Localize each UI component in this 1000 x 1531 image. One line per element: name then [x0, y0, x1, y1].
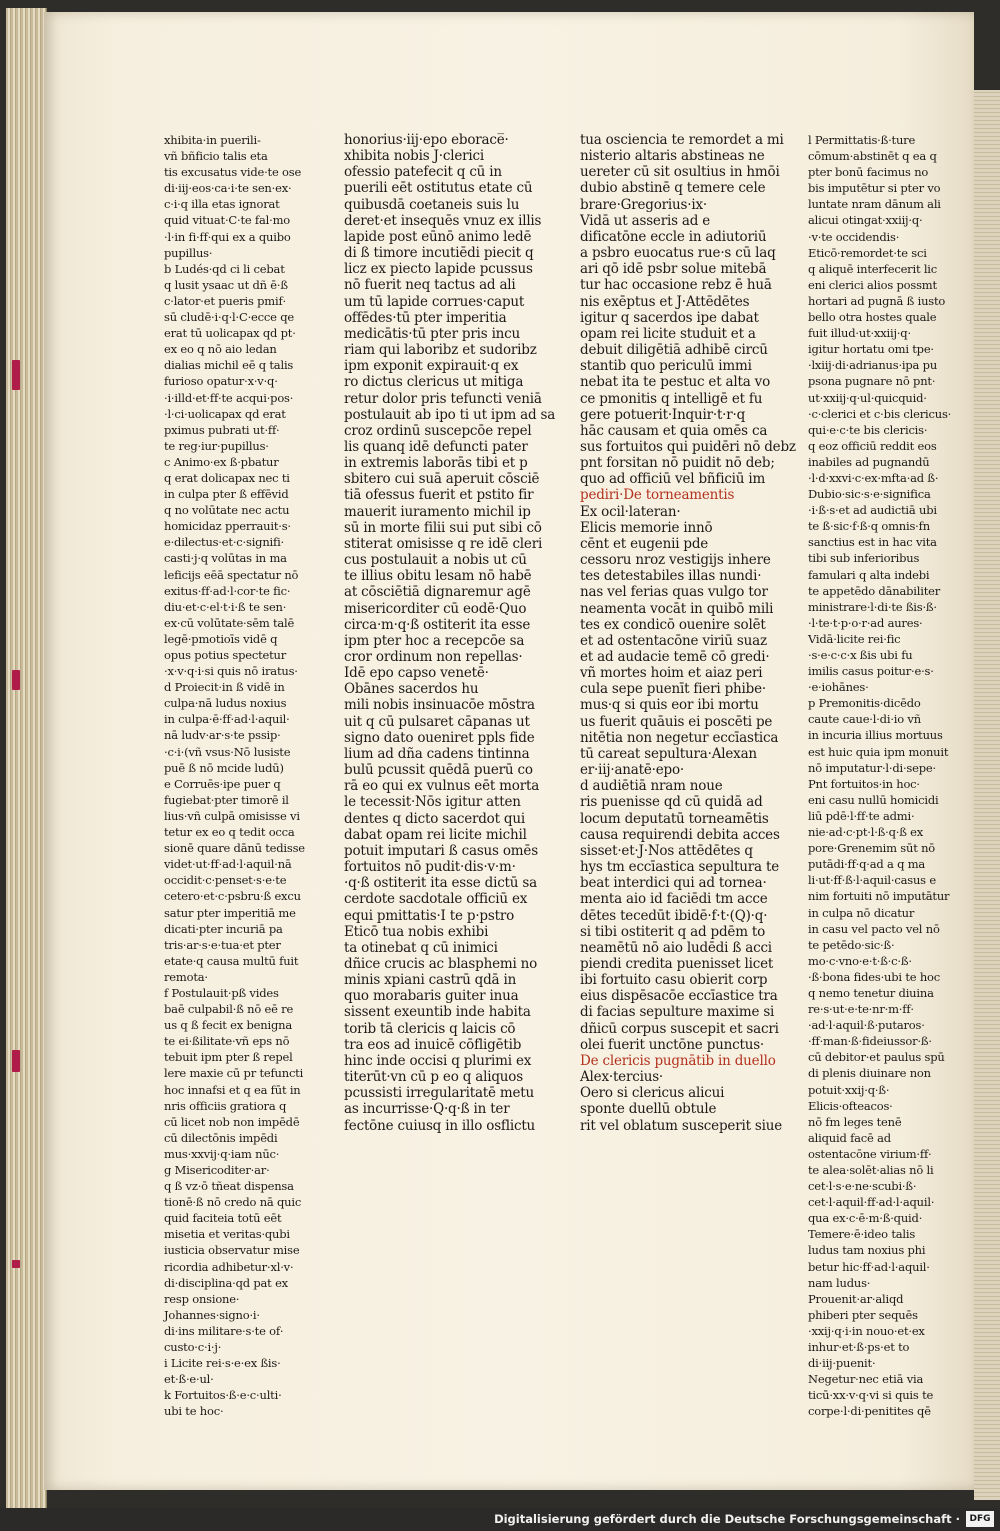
text-line: olei fuerit unctōne punctus·: [580, 1036, 765, 1053]
text-line: nitētia non negetur eccīastica: [580, 729, 779, 746]
text-line: tetur ex eo q tedit occa: [164, 825, 295, 840]
text-line: Ex ocil·lateran·: [580, 503, 681, 520]
text-line: sus fortuitos qui puidēri nō debz: [580, 438, 796, 455]
text-line: at cōsciētiā dignaremur agē: [344, 584, 531, 601]
gloss-column-right: [808, 132, 952, 1420]
text-line: hinc inde occisi q plurimi ex: [344, 1052, 532, 1069]
text-line: mauerit iuramento michil ip: [344, 503, 531, 520]
text-line: corpe·l·di·penitites qē: [808, 1404, 931, 1419]
text-line: menta aio id faciēdi tm acce: [580, 891, 768, 908]
text-line: ticū·xx·v·q·vi si quis te: [808, 1388, 934, 1403]
text-line: opam rei licite studuit et a: [580, 325, 756, 342]
text-line: neamenta vocāt in quibō mili: [580, 600, 774, 617]
text-line: circa·m·q·ß ostiterit ita esse: [344, 616, 531, 633]
text-line: Idē epo capso venetē·: [344, 665, 489, 682]
text-line: ipm exponit expirauit·q ex: [344, 358, 519, 375]
text-line: ex·cū volūtate·sēm talē: [164, 615, 295, 630]
book-right-edge: [974, 90, 1000, 1500]
text-line: tur hac occasione rebz ē huā: [580, 277, 772, 294]
book-fore-edge: [6, 8, 47, 1508]
text-line: di·ins militare·s·te of·: [164, 1323, 284, 1338]
text-line: brare·Gregorius·ix·: [580, 196, 707, 213]
text-line: puē ß nō mcide ludū): [164, 760, 284, 775]
text-line: pore·Grenemim sūt nō: [808, 841, 936, 856]
text-line: us q ß fecit ex benigna: [164, 1018, 292, 1033]
text-line: misericorditer cū eodē·Quo: [344, 600, 527, 617]
text-line: cōmum·abstinēt q ea q: [808, 149, 937, 164]
text-line: potuit imputari ß casus omēs: [344, 842, 538, 859]
text-line: ce pmonitis q intelligē et fu: [580, 390, 763, 407]
text-line: signo dato oueniret ppls fide: [344, 729, 535, 746]
text-line: ·l·ci·uolicapax qd erat: [164, 406, 286, 421]
text-line: cet·l·aquil·ff·ad·l·aquil·: [808, 1195, 935, 1210]
text-line: nis exēptus et J·Attēdētes: [580, 293, 750, 310]
text-line: Prouenit·ar·aliqd: [808, 1291, 904, 1306]
text-line: cū dilectōnis impēdi: [164, 1130, 278, 1145]
text-line: quid vituat·C·te fal·mo: [164, 213, 291, 228]
text-line: fortuitos nō pudit·dis·v·m·: [344, 859, 516, 876]
text-line: ministrare·l·di·te ßis·ß·: [808, 599, 937, 614]
text-line: Negetur·nec etiā via: [808, 1372, 924, 1387]
text-line: cror ordinum non repellas·: [344, 649, 523, 665]
text-line: igitur hortatu omi tpe·: [808, 342, 934, 357]
text-line: d audiētiā nram noue: [580, 778, 723, 795]
page-tab-marker: [12, 1260, 20, 1268]
text-line: culpa·nā ludus noxius: [164, 696, 287, 711]
text-line: si tibi ostiterit q ad pdēm to: [580, 923, 766, 940]
text-line: nie·ad·c·pt·l·ß·q·ß ex: [808, 825, 924, 840]
text-line: exitus·ff·ad·l·cor·te fic·: [164, 583, 291, 598]
text-line: bis imputētur si pter vo: [808, 181, 941, 196]
text-line: honorius·iij·epo eborace̅·: [344, 132, 509, 148]
text-line: q lusit ysaac ut dñ ē·ß: [164, 277, 288, 292]
text-line: pter bonū facimus no: [808, 165, 929, 180]
text-line: sisset·et·J·Nos attēdētes q: [580, 842, 753, 859]
text-line: ·l·te·t·p·o·r·ad aures·: [808, 615, 923, 630]
text-line: uit q cū pulsaret cāpanas ut: [344, 713, 530, 730]
text-line: e Corruēs·ipe puer q: [164, 776, 281, 791]
text-line: phiberi pter sequēs: [808, 1307, 918, 1322]
text-line: Pnt fortuitos·in hoc·: [808, 776, 920, 791]
text-line: imilis casus poitur·e·s·: [808, 664, 934, 679]
text-line: lius·vñ culpā omisisse vi: [164, 808, 300, 823]
text-line: nas vel ferias quas vulgo tor: [580, 584, 768, 601]
text-line: cessoru nroz vestigijs inhere: [580, 552, 771, 569]
text-line: ex eo q nō aio ledan: [164, 342, 277, 357]
text-line: ut·xxiij·q·ul·quicquid·: [808, 390, 927, 405]
page-tab-marker: [12, 670, 20, 690]
text-line: bello otra hostes quale: [808, 310, 937, 325]
text-line: eius dispēsacōe eccīastice tra: [580, 988, 778, 1005]
text-line: rā eo qui ex vulnus eēt morta: [344, 778, 540, 795]
text-line: remota·: [164, 969, 208, 984]
text-line: um tū lapide corrues·caput: [344, 293, 525, 310]
text-line: tionē·ß nō credo nā quic: [164, 1195, 302, 1210]
text-line: in culpa·ē·ff·ad·l·aquil·: [164, 712, 290, 727]
text-line: q ß vz·ō tñeat dispensa: [164, 1179, 294, 1194]
text-line: ·q·ß ostiterit ita esse dictū sa: [344, 875, 537, 892]
text-line: le tecessit·Nōs igitur atten: [344, 794, 521, 811]
text-line: liū pdē·l·ff·te admi·: [808, 808, 915, 823]
text-line: e·dilectus·et·c·signifi·: [164, 535, 285, 550]
text-line: stantib quo periculū immi: [580, 358, 752, 375]
text-line: occidit·c·penset·s·e·te: [164, 873, 287, 888]
text-line: quo morabaris guiter inua: [344, 988, 519, 1005]
text-line: c·lator·et pueris pmif·: [164, 293, 286, 308]
text-line: postulauit ab ipo ti ut ipm ad sa: [344, 406, 556, 423]
text-line: aliquid facē ad: [808, 1130, 891, 1145]
text-line: ·c·clerici et c·bis clericus·: [808, 406, 952, 421]
text-line: nebat ita te pestuc et alta vo: [580, 374, 771, 391]
text-line: cū debitor·et paulus spū: [808, 1050, 945, 1065]
text-line: deret·et insequēs vnuz ex illis: [344, 212, 542, 229]
text-line: ·l·in fi·ff·qui ex a quibo: [164, 229, 291, 244]
text-line: ubi te hoc·: [164, 1404, 224, 1419]
text-line: as incurrisse·Q·q·ß in ter: [344, 1101, 510, 1118]
text-line: cēnt et eugenii pde: [580, 535, 709, 552]
text-line: mus·xxvij·q·iam nūc·: [164, 1146, 280, 1161]
text-line: nō fm leges tenē: [808, 1114, 902, 1129]
page-tab-marker: [12, 1050, 20, 1072]
text-line: famulari q alta indebi: [808, 567, 930, 582]
text-line: nam ludus·: [808, 1275, 871, 1290]
text-line: nō fuerit neq tactus ad ali: [344, 277, 516, 294]
text-line: quibusdā coetaneis suis lu: [344, 196, 520, 213]
text-line: c·i·q illa etas ignorat: [164, 197, 280, 212]
text-line: lis quanq idē defuncti pater: [344, 438, 528, 455]
text-line: gere potuerit·Inquir·t·r·q: [580, 406, 746, 423]
text-line: cū licet nob non impēdē: [164, 1114, 300, 1129]
text-line: titerūt·vn cū p eo q aliquos: [344, 1069, 523, 1086]
text-line: l Permittatis·ß·ture: [808, 133, 916, 147]
text-line: tebuit ipm pter ß repel: [164, 1050, 293, 1065]
text-line: betur hic·ff·ad·l·aquil·: [808, 1259, 930, 1274]
text-line: ·x·v·q·i·si quis nō iratus·: [164, 664, 298, 679]
text-line: opus potius spectetur: [164, 648, 287, 662]
text-line: diu·et·c·el·t·i·ß te sen·: [164, 599, 287, 614]
text-line: dñicū corpus suscepit et sacri: [580, 1020, 779, 1037]
text-line: nisterio altaris abstineas ne: [580, 148, 765, 165]
text-line: dētes tecedūt ibidē·f·t·(Q)·q·: [580, 907, 768, 924]
text-line: di·iij·puenit·: [808, 1356, 876, 1371]
text-line: dicati·pter incuriā pa: [164, 921, 283, 936]
text-line: tris·ar·s·e·tua·et pter: [164, 937, 281, 952]
text-column-left: [344, 132, 556, 1134]
text-line: riam qui laboribz et sudoribz: [344, 342, 537, 359]
text-line: te appetēdo dānabiliter: [808, 583, 941, 598]
text-line: debuit diligētiā adhibē circū: [580, 342, 768, 359]
dfg-logo: DFG: [966, 1511, 994, 1527]
text-line: Elicis·ofteacos·: [808, 1098, 893, 1113]
text-line: q erat dolicapax nec ti: [164, 470, 290, 485]
text-line: beat interdici qui ad tornea·: [580, 875, 767, 892]
text-line: et ad ostentacōne viriū suaz: [580, 632, 767, 649]
text-line: nā ludv·ar·s·te pssip·: [164, 728, 281, 743]
text-line: tes detestabiles illas nundi·: [580, 568, 762, 585]
text-line: dentes q dicto sacerdot qui: [344, 810, 525, 827]
text-line: di ß timore incutiēdi piecit q: [344, 245, 534, 262]
text-line: psona pugnare nō pnt·: [808, 374, 936, 389]
text-line: etate·q causa multū fuit: [164, 953, 299, 968]
text-line: lium ad dña cadens tintinna: [344, 745, 530, 762]
text-line: Eticō tua nobis exhibi: [344, 923, 489, 940]
text-line: dialias michil eē q talis: [164, 358, 294, 373]
text-line: te petēdo·sic·ß·: [808, 937, 895, 952]
digitization-footer: [0, 1508, 1000, 1531]
text-line: p Premonitis·dicēdo: [808, 696, 921, 711]
text-line: locum deputatū torneamētis: [580, 810, 769, 827]
text-line: ricordia adhibetur·xl·v·: [164, 1259, 294, 1274]
text-line: furioso opatur·x·v·q·: [164, 374, 278, 389]
text-line: legē·pmotioīs vidē q: [164, 631, 278, 646]
text-line: nō imputatur·l·di·sepe·: [808, 760, 936, 775]
text-line: te illius obitu lesam nō habē: [344, 568, 532, 585]
text-line: pnt forsitan nō puidit nō deb;: [580, 455, 775, 472]
text-line: uereter cū sit osultius in hmōi: [580, 164, 780, 181]
text-line: caute caue·l·di·io vñ: [808, 712, 921, 727]
text-line: ·v·te occidendis·: [808, 229, 900, 244]
text-line: di plenis diuinare non: [808, 1066, 931, 1081]
text-line: casti·j·q volūtas in ma: [164, 551, 287, 566]
text-line: sū cludē·i·q·l·C·ecce qe: [164, 310, 294, 325]
text-line: ris puenisse qd cū quidā ad: [580, 794, 763, 811]
text-line: cus postulauit a nobis ut cū: [344, 552, 527, 569]
text-column-right: [580, 132, 796, 1134]
text-line: in incuria illius mortuus: [808, 728, 943, 743]
text-line: causa requirendi debita acces: [580, 826, 780, 843]
text-line: quo ad officiū vel bñficiū im: [580, 471, 766, 488]
text-line: equi pmittatis·I te p·pstro: [344, 907, 514, 924]
text-line: et ad audacie temē cō gredi·: [580, 649, 770, 665]
text-line: ro dictus clericus ut mitiga: [344, 374, 524, 391]
text-line: li·ut·ff·ß·l·aquil·casus e: [808, 873, 936, 888]
text-line: dñice crucis ac blasphemi no: [344, 955, 538, 972]
text-line: lapide post eūnō animo ledē: [344, 228, 532, 245]
text-line: te ß·sic·f·ß·q omnis·fn: [808, 519, 930, 534]
text-line: baē culpabil·ß nō eē re: [164, 1002, 294, 1017]
text-line: tibi sub inferioribus: [808, 551, 920, 566]
text-line: fectōne cuiusq in illo osflictu: [344, 1117, 536, 1134]
text-line: us fuerit quāuis ei poscēti pe: [580, 713, 773, 730]
text-line: alicui otingat·xxiij·q·: [808, 213, 923, 228]
text-line: re·s·ut·e·te·nr·m·ff·: [808, 1002, 914, 1017]
text-line: sanctius est in hac vita: [808, 535, 937, 550]
text-line: inabiles ad pugnandū: [808, 454, 930, 469]
text-line: pupillus·: [164, 245, 213, 260]
text-line: f Postulauit·pß vides: [164, 985, 279, 1000]
text-line: minis xpiani castrū qdā in: [344, 972, 517, 989]
text-line: ·i·ß·s·et ad audictiā ubi: [808, 503, 937, 518]
text-line: tiā ofessus fuerit et pstito fir: [344, 487, 534, 504]
text-line: qua ex·c·ē·m·ß·quid·: [808, 1211, 923, 1226]
text-line: hoc innafsi et q ea fūt in: [164, 1082, 301, 1097]
text-line: tua osciencia te remordet a mi: [580, 132, 784, 148]
text-line: piendi credita puenisset licet: [580, 955, 774, 972]
text-line: in culpa pter ß effēvid: [164, 487, 289, 502]
text-line: leficijs eēā spectatur nō: [164, 567, 299, 582]
text-line: ·l·d·xxvi·c·ex·mfta·ad ß·: [808, 470, 939, 485]
text-line: Dubio·sic·s·e·significa: [808, 487, 931, 502]
text-line: xhibita nobis J·clerici: [344, 148, 484, 165]
text-line: ari qō idē psbr solue mitebā: [580, 261, 767, 278]
text-line: croz ordinū suscepcōe repel: [344, 422, 532, 439]
text-line: di facias sepulture maxime si: [580, 1004, 775, 1021]
text-line: ·lxiij·di·adrianus·ipa pu: [808, 358, 938, 373]
text-line: sissent exeuntib inde habita: [344, 1004, 531, 1021]
text-line: di·disciplina·qd pat ex: [164, 1275, 288, 1290]
text-line: te reg·iur·pupillus·: [164, 438, 269, 453]
text-line: rit vel oblatum susceperit siue: [580, 1117, 783, 1134]
text-line: hys tm eccīastica sepultura te: [580, 859, 780, 876]
text-line: torib tā clericis q laicis cō: [344, 1020, 516, 1037]
text-line: tis excusatus vide·te ose: [164, 165, 302, 180]
text-line: Vidā ut asseris ad e: [580, 212, 711, 229]
text-line: in casu vel pacto vel nō: [808, 921, 940, 936]
text-line: misetia et veritas·qubi: [164, 1227, 290, 1242]
text-line: a psbro euocatus rue·s cū laq: [580, 245, 776, 262]
text-line: er·iij·anatē·epo·: [580, 762, 684, 779]
text-line: ibi fortuito casu obierit corp: [580, 972, 768, 989]
text-line: sbitero cui suā aperuit cōsciē: [344, 471, 540, 488]
text-line: fugiebat·pter timorē il: [164, 792, 289, 807]
text-line: licz ex piecto lapide pcussus: [344, 261, 533, 278]
text-line: fuit illud·ut·xxiij·q·: [808, 326, 911, 341]
text-line: sū in morte filii sui put sibi cō: [344, 519, 542, 536]
text-line: Alex·tercius·: [580, 1069, 664, 1086]
text-line: tes ex condicō ouenire solēt: [580, 616, 766, 633]
text-line: di·iij·eos·ca·i·te sen·ex·: [164, 181, 292, 196]
text-line: Vidā·licite rei·fic: [808, 631, 901, 646]
text-line: est huic quia ipm monuit: [808, 744, 949, 759]
text-line: sponte duellū obtule: [580, 1101, 717, 1118]
text-line: igitur q sacerdos ipe dabat: [580, 309, 759, 326]
text-line: nim fortuiti nō imputātur: [808, 889, 950, 904]
text-line: pediri·De torneamentis: [580, 487, 735, 504]
text-line: tū careat sepultura·Alexan: [580, 745, 757, 762]
text-line: ipm pter hoc a recepcōe sa: [344, 632, 525, 649]
text-line: cetero·et·c·psbru·ß excu: [164, 889, 301, 904]
text-line: neamētū nō aio ludēdi ß acci: [580, 939, 772, 956]
text-line: cerdote sacdotale officiū ex: [344, 891, 528, 908]
text-line: mili nobis insinuacōe mōstra: [344, 697, 535, 714]
text-line: c Animo·ex ß·pbatur: [164, 454, 279, 469]
text-line: Temere·ē·ideo talis: [808, 1227, 916, 1242]
text-line: q eoz officiū reddit eos: [808, 438, 937, 453]
text-line: luntate nram dānum ali: [808, 197, 941, 212]
text-line: iusticia observatur mise: [164, 1243, 300, 1258]
text-line: Oero si clericus alicui: [580, 1085, 725, 1102]
text-line: tra eos ad inuicē cōfligētib: [344, 1036, 522, 1053]
text-line: putādi·ff·q·ad a q ma: [808, 857, 926, 872]
text-line: Obānes sacerdos hu: [344, 681, 479, 698]
text-line: mo·c·vno·e·t·ß·c·ß·: [808, 953, 912, 968]
text-line: pximus pubrati ut·ff·: [164, 422, 280, 437]
gloss-column-left: [164, 132, 305, 1420]
text-line: lere maxie cū pr tefuncti: [164, 1066, 304, 1081]
text-line: medicātis·tū pter pris incu: [344, 325, 521, 342]
text-line: ·e·iohānes·: [808, 680, 869, 695]
text-line: ·i·illd·et·ff·te acqui·pos·: [164, 390, 294, 405]
text-line: quid faciteia totū eēt: [164, 1211, 282, 1226]
text-line: dabat opam rei licite michil: [344, 826, 527, 843]
text-line: ·ff·man·ß·fideiussor·ß·: [808, 1034, 932, 1049]
text-line: b Ludés·qd ci li cebat: [164, 261, 285, 276]
text-line: dubio abstinē q temere cele: [580, 180, 766, 197]
text-line: vñ bñficio talis eta: [164, 149, 268, 164]
text-line: ·xxij·q·i·in nouo·et·ex: [808, 1323, 925, 1338]
text-line: dificatōne eccle in adiutoriū: [580, 228, 767, 245]
text-line: cula sepe puenīt fieri phibe·: [580, 681, 766, 698]
text-line: te ei·ßilitate·vñ eps nō: [164, 1034, 290, 1049]
text-line: potuit·xxij·q·ß·: [808, 1082, 890, 1097]
page-tab-marker: [12, 360, 20, 390]
text-line: puerili eēt ostitutus etate cū: [344, 180, 533, 197]
text-line: g Misericoditer·ar·: [164, 1163, 270, 1177]
text-line: ludus tam noxius phi: [808, 1243, 926, 1258]
text-line: offēdes·tū pter imperitia: [344, 309, 507, 326]
text-line: satur pter imperitiā me: [164, 905, 296, 920]
text-line: homicidaz pperrauit·s·: [164, 519, 291, 534]
text-line: mus·q si quis eor ibi mortu: [580, 697, 759, 714]
text-line: xhibita·in puerili-: [164, 133, 261, 147]
text-line: vñ mortes hoim et aiaz peri: [580, 665, 763, 682]
text-line: custo·c·i·j·: [164, 1340, 222, 1355]
text-line: q no volūtate nec actu: [164, 503, 290, 518]
text-line: cet·l·s·e·ne·scubi·ß·: [808, 1179, 917, 1194]
text-line: stiterat omisisse q re idē cleri: [344, 535, 543, 552]
text-line: videt·ut·ff·ad·l·aquil·nā: [164, 857, 292, 872]
text-line: retur dolor pris tefuncti veniā: [344, 390, 542, 407]
text-line: hāc causam et quia omēs ca: [580, 422, 768, 439]
text-line: De clericis pugnātib in duello: [580, 1052, 776, 1069]
text-line: ofessio patefecit q cū in: [344, 164, 502, 181]
text-line: Eticō·remordet·te sci: [808, 245, 927, 260]
text-line: eni casu nullū homicidi: [808, 792, 939, 807]
text-line: q aliquē interfecerit lic: [808, 261, 938, 276]
text-line: eni clerici alios possmt: [808, 277, 937, 292]
text-line: bulū pcussit quēdā puerū co: [344, 762, 533, 779]
text-line: ·c·i·(vñ vsus·Nō lusiste: [164, 744, 291, 759]
text-line: ostentacōne virium·ff·: [808, 1146, 932, 1161]
text-line: ·s·e·c·c·x ßis ubi fu: [808, 648, 913, 662]
text-line: ta otinebat q cū inimici: [344, 939, 498, 956]
text-line: ·ad·l·aquil·ß·putaros·: [808, 1018, 925, 1033]
text-line: ·ß·bona fides·ubi te hoc: [808, 969, 941, 984]
text-line: qui·e·c·te bis clericis·: [808, 422, 928, 437]
text-line: d Proiecit·in ß vidē in: [164, 680, 285, 695]
text-line: Johannes·signo·i·: [164, 1307, 260, 1322]
text-line: inhur·et·ß·ps·et to: [808, 1340, 910, 1355]
text-line: Elicis memorie innō: [580, 519, 713, 536]
text-line: te alea·solēt·alias nō li: [808, 1163, 934, 1177]
text-line: in culpa nō dicatur: [808, 905, 915, 920]
text-line: sionē quare dānū tedisse: [164, 841, 305, 856]
text-line: nris officiis gratiora q: [164, 1098, 287, 1113]
text-line: k Fortuitos·ß·e·c·ulti·: [164, 1388, 282, 1403]
text-line: i Licite rei·s·e·ex ßis·: [164, 1356, 281, 1371]
text-line: q nemo tenetur diuina: [808, 985, 934, 1000]
text-line: et·ß·e·ul·: [164, 1372, 214, 1387]
footer-credit: Digitalisierung gefördert durch die Deutsche Forschungsgemeinschaft ·: [494, 1512, 960, 1526]
text-line: in extremis laborās tibi et p: [344, 455, 528, 472]
text-line: resp onsione·: [164, 1291, 240, 1306]
text-line: hortari ad pugnā ß iusto: [808, 293, 946, 308]
text-line: erat tū uolicapax qd pt·: [164, 326, 296, 341]
text-line: pcussisti irregularitatē metu: [344, 1085, 535, 1102]
